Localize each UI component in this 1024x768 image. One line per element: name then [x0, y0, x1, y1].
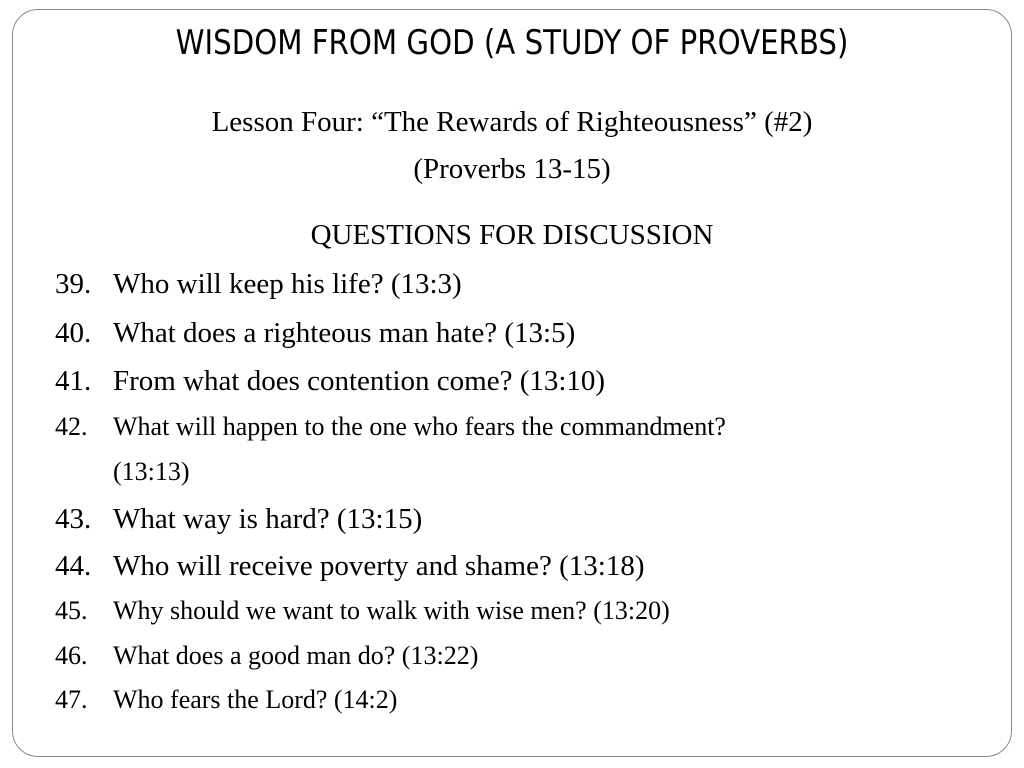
question-text: What does a good man do? (13:22)	[113, 641, 479, 670]
question-text: Who fears the Lord? (14:2)	[113, 685, 398, 714]
lesson-subtitle: Lesson Four: “The Rewards of Righteousness” (#2)	[211, 106, 813, 138]
question-number: 45.	[55, 596, 88, 625]
question-number: 42.	[55, 412, 88, 441]
question-text: Who will receive poverty and shame? (13:18)	[113, 550, 645, 582]
section-heading: QUESTIONS FOR DISCUSSION	[310, 219, 714, 251]
slide-title: WISDOM FROM GOD (A STUDY OF PROVERBS)	[175, 23, 849, 63]
question-number: 47.	[55, 685, 88, 714]
question-text: What will happen to the one who fears the commandment?	[113, 412, 726, 441]
question-number: 43.	[55, 503, 92, 535]
question-number: 46.	[55, 641, 88, 670]
question-number: 39.	[55, 268, 92, 300]
question-text: Why should we want to walk with wise men? (13:20)	[113, 596, 670, 625]
question-text: From what does contention come? (13:10)	[113, 365, 606, 397]
question-number: 41.	[55, 365, 92, 397]
question-text: Who will keep his life? (13:3)	[113, 268, 462, 300]
scripture-reference: (Proverbs 13-15)	[413, 153, 611, 185]
question-text: What way is hard? (13:15)	[113, 503, 423, 535]
question-text-continuation: (13:13)	[113, 457, 190, 486]
question-text: What does a righteous man hate? (13:5)	[113, 317, 576, 349]
question-number: 44.	[55, 550, 92, 582]
question-number: 40.	[55, 317, 92, 349]
